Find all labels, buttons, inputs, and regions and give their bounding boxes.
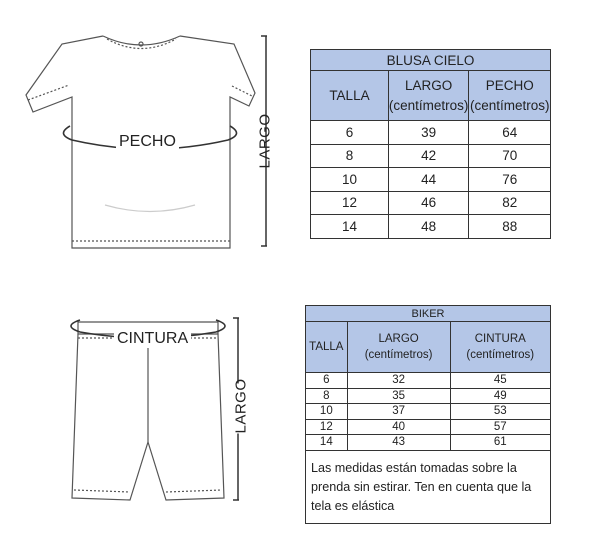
shorts-length-label: LARGO: [232, 378, 250, 434]
table-row: [311, 144, 551, 168]
cell-chest: 70: [469, 144, 551, 168]
cell-length: 42: [388, 144, 469, 168]
col-header-largo: LARGO (centímetros): [347, 322, 450, 373]
table-row: [311, 215, 551, 239]
cell-size: 12: [306, 419, 348, 435]
cell-chest: 76: [469, 168, 551, 192]
cell-length: 44: [388, 168, 469, 192]
cell-waist: 53: [450, 404, 550, 420]
shirt-table-title: BLUSA CIELO: [311, 50, 551, 71]
cell-waist: 45: [450, 373, 550, 389]
table-row: [306, 404, 551, 420]
table-row: [306, 373, 551, 389]
table-row: [306, 388, 551, 404]
col-header-pecho: PECHO (centímetros): [469, 71, 551, 121]
table-row: [311, 121, 551, 145]
cell-chest: 88: [469, 215, 551, 239]
table-row: [306, 419, 551, 435]
cell-size: 10: [306, 404, 348, 420]
cell-waist: 49: [450, 388, 550, 404]
cell-length: 35: [347, 388, 450, 404]
cell-length: 32: [347, 373, 450, 389]
cell-length: 40: [347, 419, 450, 435]
col-header-largo: LARGO (centímetros): [388, 71, 469, 121]
table-row: [311, 191, 551, 215]
cell-chest: 82: [469, 191, 551, 215]
table-row: [306, 435, 551, 451]
cell-length: 43: [347, 435, 450, 451]
care-note: Las medidas están tomadas sobre la prenda sin estirar. Ten en cuenta que la tela es elástica: [306, 450, 551, 523]
col-header-talla: TALLA: [311, 71, 389, 121]
col-header-cintura: CINTURA (centímetros): [450, 322, 550, 373]
cell-size: 6: [311, 121, 389, 145]
cell-size: 14: [311, 215, 389, 239]
cell-size: 6: [306, 373, 348, 389]
cell-waist: 57: [450, 419, 550, 435]
cell-length: 46: [388, 191, 469, 215]
shirt-size-table: [310, 49, 551, 239]
cell-size: 10: [311, 168, 389, 192]
cell-size: 14: [306, 435, 348, 451]
shorts-drawing: [72, 322, 224, 500]
table-row: [311, 168, 551, 192]
cell-size: 8: [306, 388, 348, 404]
biker-size-table: [305, 305, 551, 524]
waist-label: CINTURA: [114, 330, 191, 348]
chest-label: PECHO: [116, 133, 179, 151]
biker-table-title: BIKER: [306, 306, 551, 322]
shirt-length-label: LARGO: [256, 113, 274, 169]
cell-length: 48: [388, 215, 469, 239]
cell-size: 8: [311, 144, 389, 168]
col-header-talla: TALLA: [306, 322, 348, 373]
cell-waist: 61: [450, 435, 550, 451]
cell-length: 39: [388, 121, 469, 145]
cell-size: 12: [311, 191, 389, 215]
cell-length: 37: [347, 404, 450, 420]
cell-chest: 64: [469, 121, 551, 145]
